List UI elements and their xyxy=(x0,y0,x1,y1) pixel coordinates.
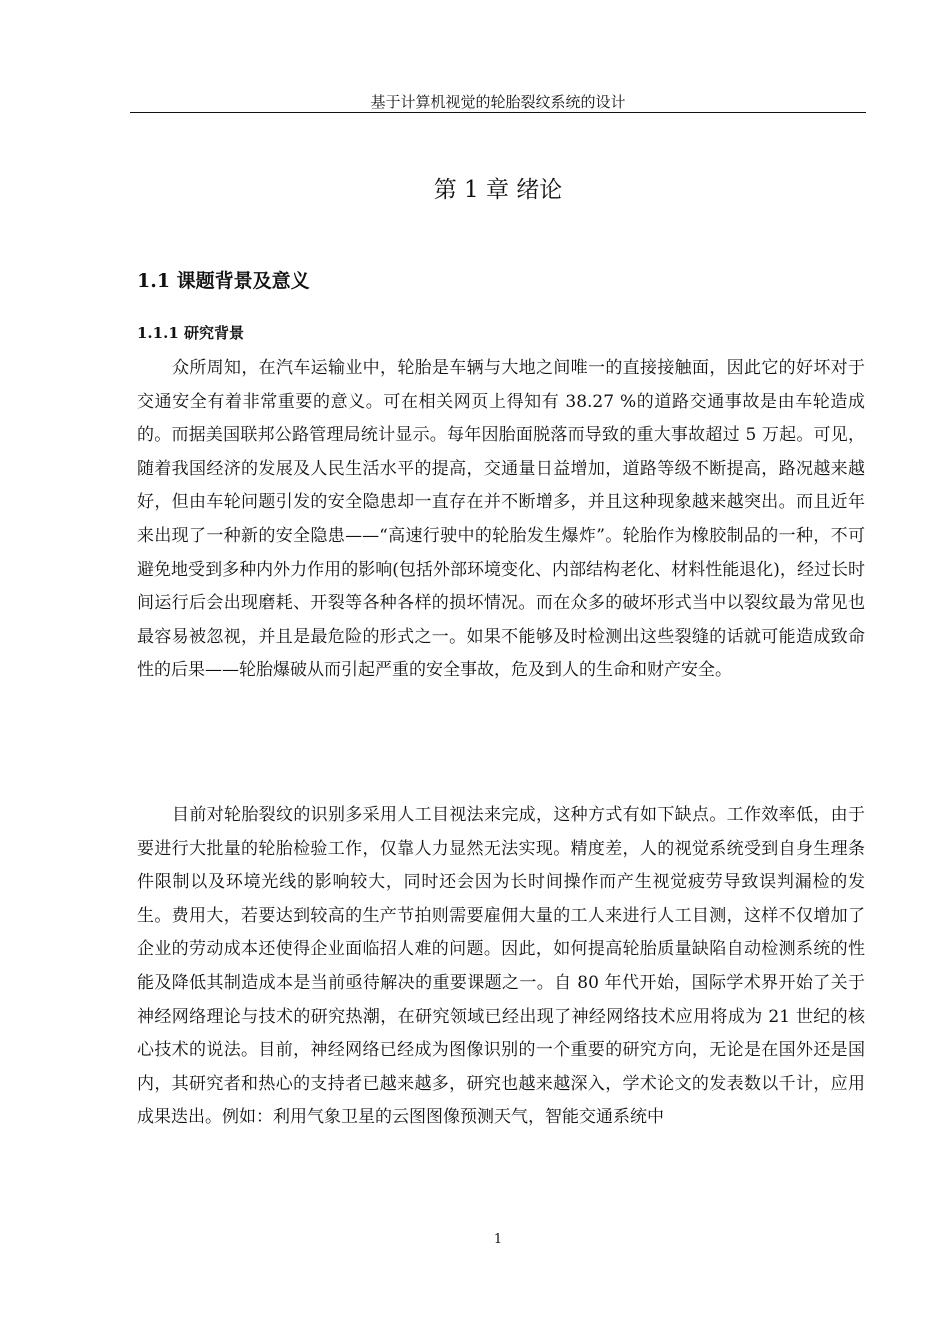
body-paragraph: 目前对轮胎裂纹的识别多采用人工目视法来完成，这种方式有如下缺点。工作效率低，由于要进行大批量的轮胎检验工作，仅靠人力显然无法实现。精度差，人的视觉系统受到自身生理条件限制以及环境光线的影响较大，同时还会因为长时间操作而产生视觉疲劳导致误判漏检的发生。费用大，若要达到较高的生产节拍则需要雇佣大量的工人来进行人工目测，这样不仅增加了企业的劳动成本还使得企业面临招人难的问题。因此，如何提高轮胎质量缺陷自动检测系统的性能及降低其制造成本是当前亟待解决的重要课题之一。自 80 年代开始，国际学术界开始了关于神经网络理论与技术的研究热潮，在研究领域已经出现了神经网络技术应用将成为 21 世纪的核心技术的说法。目前，神经网络已经成为图像识别的一个重要的研究方向，无论是在国外还是国内，其研究者和热心的支持者已越来越多，研究也越来越深入，学术论文的发表数以千计，应用成果迭出。例如：利用气象卫星的云图图像预测天气，智能交通系统中 xyxy=(137,805,865,1128)
running-header: 基于计算机视觉的轮胎裂纹系统的设计 xyxy=(370,93,626,111)
page-number: 1 xyxy=(493,1232,503,1247)
header-rule xyxy=(130,112,866,113)
section-heading: 1.1 课题背景及意义 xyxy=(137,270,310,292)
subsection-heading: 1.1.1 研究背景 xyxy=(137,324,244,342)
body-paragraph: 众所周知，在汽车运输业中，轮胎是车辆与大地之间唯一的直接接触面，因此它的好坏对于交通安全有着非常重要的意义。可在相关网页上得知有 38.27 %的道路交通事故是由车轮造成的。而据美国联邦公路管理局统计显示。每年因胎面脱落而导致的重大事故超过 5 万起。可见，随着我国经济的发展及人民生活水平的提高，交通量日益增加，道路等级不断提高，路况越来越好，但由车轮问题引发的安全隐患却一直存在并不断增多，并且这种现象越来越突出。而且近年来出现了一种新的安全隐患——“高速行驶中的轮胎发生爆炸”。轮胎作为橡胶制品的一种，不可避免地受到多种内外力作用的影响(包括外部环境变化、内部结构老化、材料性能退化)，经过长时间运行后会出现磨耗、开裂等各种各样的损坏情况。而在众多的破坏形式当中以裂纹最为常见也最容易被忽视，并且是最危险的形式之一。如果不能够及时检测出这些裂缝的话就可能造成致命性的后果——轮胎爆破从而引起严重的安全事故，危及到人的生命和财产安全。 xyxy=(137,358,865,681)
chapter-title: 第 1 章 绪论 xyxy=(433,177,563,203)
